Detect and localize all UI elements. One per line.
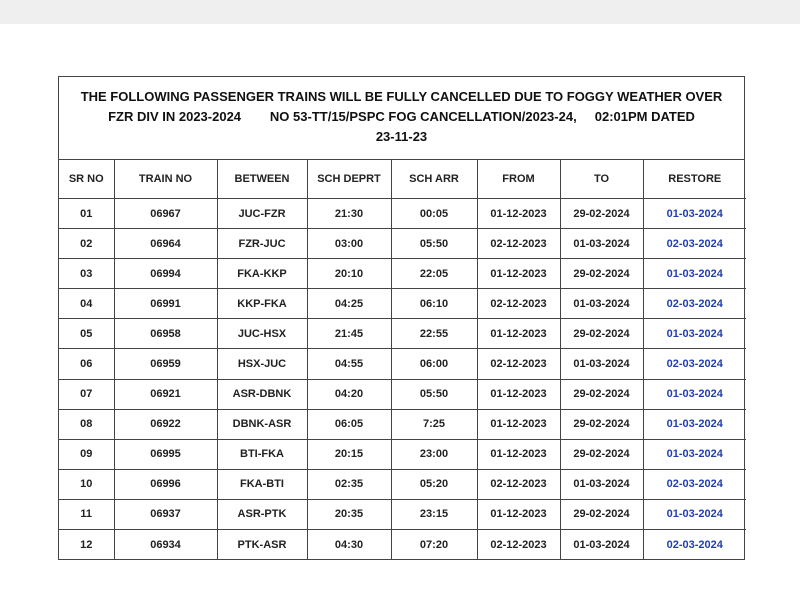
cell-restore: 01-03-2024	[643, 319, 746, 349]
cell-sr-no: 01	[59, 199, 114, 229]
table-row	[59, 379, 746, 409]
cell-to: 29-02-2024	[560, 319, 643, 349]
cell-train-no: 06967	[114, 199, 217, 229]
cell-to: 01-03-2024	[560, 349, 643, 379]
cell-between: DBNK-ASR	[217, 409, 307, 439]
cell-between: FKA-BTI	[217, 469, 307, 499]
cell-sr-no: 12	[59, 530, 114, 560]
cell-between: FKA-KKP	[217, 259, 307, 289]
cell-sr-no: 02	[59, 229, 114, 259]
cell-sch-arr: 7:25	[391, 409, 477, 439]
table-row	[59, 409, 746, 439]
cell-sch-deprt: 21:45	[307, 319, 391, 349]
cell-to: 29-02-2024	[560, 379, 643, 409]
cell-sch-arr: 07:20	[391, 530, 477, 560]
header-to: TO	[560, 160, 643, 199]
cell-to: 01-03-2024	[560, 229, 643, 259]
cell-between: JUC-HSX	[217, 319, 307, 349]
cell-from: 02-12-2023	[477, 469, 560, 499]
table-row	[59, 469, 746, 499]
cell-sch-deprt: 20:10	[307, 259, 391, 289]
cell-from: 01-12-2023	[477, 409, 560, 439]
cell-restore: 02-03-2024	[643, 469, 746, 499]
top-background-band	[0, 0, 800, 24]
cell-sch-arr: 00:05	[391, 199, 477, 229]
cell-sch-arr: 22:05	[391, 259, 477, 289]
table-row	[59, 349, 746, 379]
cell-sr-no: 04	[59, 289, 114, 319]
cell-between: FZR-JUC	[217, 229, 307, 259]
header-between: BETWEEN	[217, 160, 307, 199]
cell-train-no: 06937	[114, 499, 217, 529]
notice-title-line-2: FZR DIV IN 2023-2024 NO 53-TT/15/PSPC FOG CANCELLATION/2023-24, 02:01PM DATED	[108, 109, 695, 124]
cancelled-trains-table	[59, 160, 746, 559]
cell-restore: 01-03-2024	[643, 499, 746, 529]
cell-between: ASR-DBNK	[217, 379, 307, 409]
cancellation-notice	[58, 76, 745, 560]
cell-restore: 01-03-2024	[643, 199, 746, 229]
cell-between: JUC-FZR	[217, 199, 307, 229]
cell-between: PTK-ASR	[217, 530, 307, 560]
table-row	[59, 319, 746, 349]
cell-train-no: 06934	[114, 530, 217, 560]
cell-restore: 01-03-2024	[643, 379, 746, 409]
cell-train-no: 06922	[114, 409, 217, 439]
cell-between: HSX-JUC	[217, 349, 307, 379]
cell-sch-deprt: 02:35	[307, 469, 391, 499]
cell-sch-deprt: 20:15	[307, 439, 391, 469]
cell-restore: 02-03-2024	[643, 530, 746, 560]
cell-sch-arr: 05:50	[391, 229, 477, 259]
cell-sch-arr: 06:10	[391, 289, 477, 319]
header-sch-arr: SCH ARR	[391, 160, 477, 199]
cell-sr-no: 06	[59, 349, 114, 379]
table-row	[59, 289, 746, 319]
cell-to: 29-02-2024	[560, 499, 643, 529]
cell-to: 01-03-2024	[560, 289, 643, 319]
header-sch-deprt: SCH DEPRT	[307, 160, 391, 199]
cell-from: 02-12-2023	[477, 289, 560, 319]
table-row	[59, 229, 746, 259]
cell-sch-deprt: 21:30	[307, 199, 391, 229]
cell-sch-deprt: 03:00	[307, 229, 391, 259]
header-from: FROM	[477, 160, 560, 199]
cell-train-no: 06964	[114, 229, 217, 259]
header-train-no: TRAIN NO	[114, 160, 217, 199]
cell-from: 02-12-2023	[477, 229, 560, 259]
cell-train-no: 06959	[114, 349, 217, 379]
cell-to: 29-02-2024	[560, 409, 643, 439]
cell-sr-no: 07	[59, 379, 114, 409]
table-header-row	[59, 160, 746, 199]
cell-to: 29-02-2024	[560, 439, 643, 469]
cell-restore: 02-03-2024	[643, 349, 746, 379]
header-sr-no: SR NO	[59, 160, 114, 199]
table-row	[59, 530, 746, 560]
cell-from: 02-12-2023	[477, 530, 560, 560]
cell-sch-arr: 06:00	[391, 349, 477, 379]
cell-between: BTI-FKA	[217, 439, 307, 469]
notice-title-line-3: 23-11-23	[375, 129, 428, 144]
cell-from: 01-12-2023	[477, 379, 560, 409]
cell-restore: 01-03-2024	[643, 439, 746, 469]
cell-sch-arr: 23:15	[391, 499, 477, 529]
cell-between: ASR-PTK	[217, 499, 307, 529]
table-row	[59, 499, 746, 529]
cell-to: 29-02-2024	[560, 199, 643, 229]
cell-from: 01-12-2023	[477, 319, 560, 349]
header-restore: RESTORE	[643, 160, 746, 199]
cell-train-no: 06958	[114, 319, 217, 349]
cell-from: 01-12-2023	[477, 439, 560, 469]
cell-to: 29-02-2024	[560, 259, 643, 289]
cell-train-no: 06996	[114, 469, 217, 499]
notice-title-line-1: THE FOLLOWING PASSENGER TRAINS WILL BE FULLY CANCELLED DUE TO FOGGY WEATHER OVER	[80, 89, 723, 104]
table-body	[59, 199, 746, 560]
cell-restore: 01-03-2024	[643, 259, 746, 289]
cell-train-no: 06994	[114, 259, 217, 289]
cell-sch-deprt: 04:30	[307, 530, 391, 560]
cell-restore: 01-03-2024	[643, 409, 746, 439]
cell-sr-no: 10	[59, 469, 114, 499]
notice-title	[59, 77, 744, 160]
cell-restore: 02-03-2024	[643, 289, 746, 319]
cell-to: 01-03-2024	[560, 530, 643, 560]
cell-restore: 02-03-2024	[643, 229, 746, 259]
cell-sch-deprt: 20:35	[307, 499, 391, 529]
table-row	[59, 259, 746, 289]
cell-sr-no: 05	[59, 319, 114, 349]
cell-between: KKP-FKA	[217, 289, 307, 319]
cell-sch-arr: 05:50	[391, 379, 477, 409]
cell-from: 01-12-2023	[477, 259, 560, 289]
table-row	[59, 199, 746, 229]
cell-sr-no: 09	[59, 439, 114, 469]
cell-from: 01-12-2023	[477, 199, 560, 229]
cell-sch-deprt: 04:25	[307, 289, 391, 319]
cell-from: 02-12-2023	[477, 349, 560, 379]
cell-sch-arr: 22:55	[391, 319, 477, 349]
table-row	[59, 439, 746, 469]
cell-to: 01-03-2024	[560, 469, 643, 499]
cell-train-no: 06991	[114, 289, 217, 319]
cell-sch-deprt: 06:05	[307, 409, 391, 439]
cell-sch-arr: 23:00	[391, 439, 477, 469]
cell-sr-no: 08	[59, 409, 114, 439]
cell-train-no: 06995	[114, 439, 217, 469]
cell-sch-arr: 05:20	[391, 469, 477, 499]
cell-sr-no: 03	[59, 259, 114, 289]
cell-from: 01-12-2023	[477, 499, 560, 529]
cell-train-no: 06921	[114, 379, 217, 409]
cell-sch-deprt: 04:20	[307, 379, 391, 409]
cell-sr-no: 11	[59, 499, 114, 529]
cell-sch-deprt: 04:55	[307, 349, 391, 379]
